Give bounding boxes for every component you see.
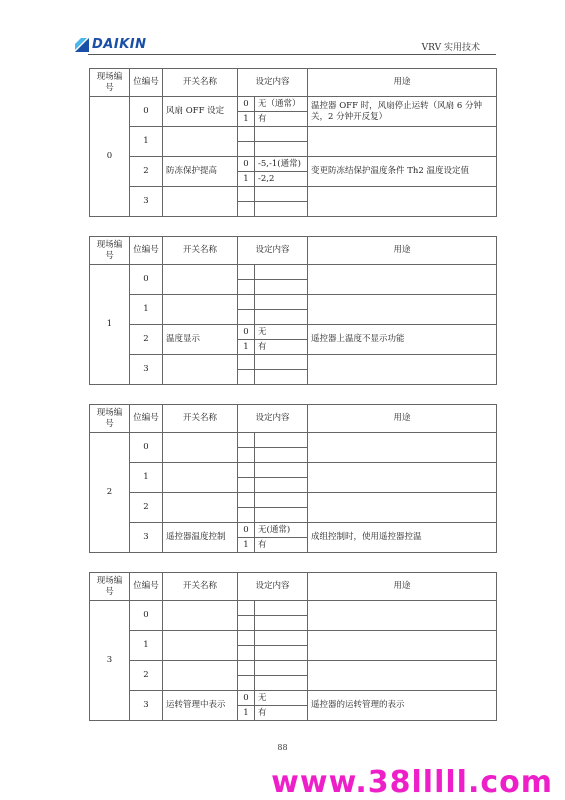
switch-name-cell [163,187,238,217]
table-header-cell: 设定内容 [238,405,308,433]
switch-name-cell: 防冻保护提高 [163,157,238,187]
setting-value-cell [255,493,308,508]
purpose-cell [308,355,497,385]
switch-table-1 [89,236,497,385]
bit-number-cell: 3 [130,691,163,721]
setting-code-cell: 0 [238,691,255,706]
purpose-cell [308,631,497,661]
purpose-cell [308,463,497,493]
setting-code-cell [238,265,255,280]
setting-code-cell: 1 [238,538,255,553]
table-header-cell: 用途 [308,573,497,601]
setting-value-cell: 无 [255,691,308,706]
bit-number-cell: 2 [130,325,163,355]
setting-value-cell [255,265,308,280]
setting-code-cell [238,646,255,661]
setting-code-cell [238,448,255,463]
setting-value-cell: 无(通常) [255,523,308,538]
purpose-cell: 成组控制时，使用遥控器控温 [308,523,497,553]
setting-code-cell: 0 [238,523,255,538]
field-number-cell: 0 [90,97,130,217]
setting-value-cell [255,280,308,295]
table-row [90,97,497,112]
table-header-cell: 用途 [308,69,497,97]
bit-number-cell: 2 [130,661,163,691]
table-header-cell: 用途 [308,405,497,433]
logo-text: DAIKIN [92,36,147,52]
setting-code-cell [238,508,255,523]
setting-code-cell: 1 [238,340,255,355]
setting-value-cell: 无 [255,325,308,340]
watermark: www.38lllll.com [271,765,553,800]
switch-name-cell [163,631,238,661]
setting-value-cell [255,187,308,202]
table-row [90,493,497,508]
field-number-cell: 1 [90,265,130,385]
table-header-cell: 设定内容 [238,237,308,265]
switch-name-cell [163,433,238,463]
field-number-cell: 2 [90,433,130,553]
setting-code-cell [238,142,255,157]
purpose-cell [308,265,497,295]
purpose-cell [308,601,497,631]
table-header-cell: 位编号 [130,237,163,265]
switch-table-3 [89,572,497,721]
setting-code-cell [238,478,255,493]
table-row [90,325,497,340]
setting-value-cell [255,676,308,691]
setting-value-cell [255,601,308,616]
table-header-cell: 开关名称 [163,573,238,601]
setting-value-cell [255,661,308,676]
header-divider [88,54,496,55]
switch-name-cell: 遥控器温度控制 [163,523,238,553]
setting-code-cell [238,601,255,616]
table-row [90,355,497,370]
table-header-cell: 位编号 [130,405,163,433]
setting-value-cell: 有 [255,112,308,127]
setting-value-cell: 有 [255,706,308,721]
bit-number-cell: 0 [130,601,163,631]
purpose-cell [308,661,497,691]
table-header-cell: 现场编号 [90,573,130,601]
table-header-cell: 位编号 [130,573,163,601]
setting-code-cell: 0 [238,157,255,172]
table-header-cell: 开关名称 [163,405,238,433]
bit-number-cell: 3 [130,355,163,385]
setting-code-cell: 1 [238,172,255,187]
purpose-cell [308,493,497,523]
setting-code-cell: 1 [238,112,255,127]
bit-number-cell: 1 [130,127,163,157]
setting-value-cell [255,202,308,217]
table-row [90,433,497,448]
switch-name-cell [163,661,238,691]
daikin-logo [75,36,146,52]
setting-value-cell [255,355,308,370]
switch-name-cell [163,295,238,325]
purpose-cell: 遥控器的运转管理的表示 [308,691,497,721]
setting-code-cell [238,661,255,676]
setting-code-cell [238,631,255,646]
table-header-cell: 现场编号 [90,237,130,265]
setting-value-cell: 无（通常） [255,97,308,112]
setting-code-cell: 0 [238,97,255,112]
setting-code-cell [238,310,255,325]
field-number-cell: 3 [90,601,130,721]
setting-value-cell [255,508,308,523]
table-row [90,265,497,280]
setting-value-cell [255,310,308,325]
setting-value-cell [255,370,308,385]
switch-table-0 [89,68,497,217]
switch-name-cell [163,355,238,385]
switch-name-cell: 温度显示 [163,325,238,355]
switch-name-cell: 运转管理中表示 [163,691,238,721]
setting-value-cell [255,295,308,310]
setting-code-cell [238,433,255,448]
daikin-logo-icon [75,37,89,51]
purpose-cell: 温控器 OFF 时，风扇停止运转（风扇 6 分钟关，2 分钟开反复） [308,97,497,127]
switch-name-cell [163,493,238,523]
bit-number-cell: 3 [130,523,163,553]
table-row [90,523,497,538]
setting-code-cell: 1 [238,706,255,721]
purpose-cell [308,127,497,157]
table-row [90,661,497,676]
switch-name-cell [163,265,238,295]
table-row [90,295,497,310]
purpose-cell: 遥控器上温度不显示功能 [308,325,497,355]
bit-number-cell: 2 [130,157,163,187]
table-header-cell: 现场编号 [90,405,130,433]
setting-value-cell [255,631,308,646]
purpose-cell [308,187,497,217]
bit-number-cell: 0 [130,97,163,127]
switch-name-cell [163,601,238,631]
setting-code-cell [238,463,255,478]
purpose-cell: 变更防冻结保护温度条件 Th2 温度设定值 [308,157,497,187]
setting-value-cell [255,616,308,631]
bit-number-cell: 1 [130,631,163,661]
setting-value-cell [255,478,308,493]
setting-code-cell [238,355,255,370]
setting-value-cell [255,142,308,157]
setting-value-cell: -2,2 [255,172,308,187]
setting-value-cell: 有 [255,340,308,355]
bit-number-cell: 1 [130,295,163,325]
switch-name-cell [163,463,238,493]
table-row [90,127,497,142]
setting-code-cell [238,295,255,310]
setting-code-cell [238,493,255,508]
setting-value-cell [255,448,308,463]
setting-code-cell [238,616,255,631]
table-header-cell: 开关名称 [163,237,238,265]
table-header-cell: 位编号 [130,69,163,97]
table-row [90,601,497,616]
table-header-cell: 开关名称 [163,69,238,97]
setting-code-cell [238,370,255,385]
bit-number-cell: 3 [130,187,163,217]
setting-code-cell [238,187,255,202]
bit-number-cell: 1 [130,463,163,493]
bit-number-cell: 0 [130,265,163,295]
table-row [90,187,497,202]
purpose-cell [308,433,497,463]
bit-number-cell: 0 [130,433,163,463]
setting-value-cell [255,646,308,661]
setting-code-cell [238,676,255,691]
setting-value-cell: 有 [255,538,308,553]
switch-name-cell [163,127,238,157]
switch-table-2 [89,404,497,553]
table-row [90,691,497,706]
setting-code-cell [238,127,255,142]
setting-value-cell: -5,-1(通常) [255,157,308,172]
purpose-cell [308,295,497,325]
table-header-cell: 设定内容 [238,573,308,601]
table-row [90,157,497,172]
setting-value-cell [255,433,308,448]
switch-name-cell: 风扇 OFF 设定 [163,97,238,127]
setting-code-cell: 0 [238,325,255,340]
setting-value-cell [255,127,308,142]
table-row [90,631,497,646]
setting-code-cell [238,280,255,295]
page-number: 88 [277,743,288,752]
table-header-cell: 现场编号 [90,69,130,97]
setting-value-cell [255,463,308,478]
table-row [90,463,497,478]
header-title: VRV 实用技术 [421,43,480,53]
table-header-cell: 设定内容 [238,69,308,97]
setting-code-cell [238,202,255,217]
table-header-cell: 用途 [308,237,497,265]
bit-number-cell: 2 [130,493,163,523]
